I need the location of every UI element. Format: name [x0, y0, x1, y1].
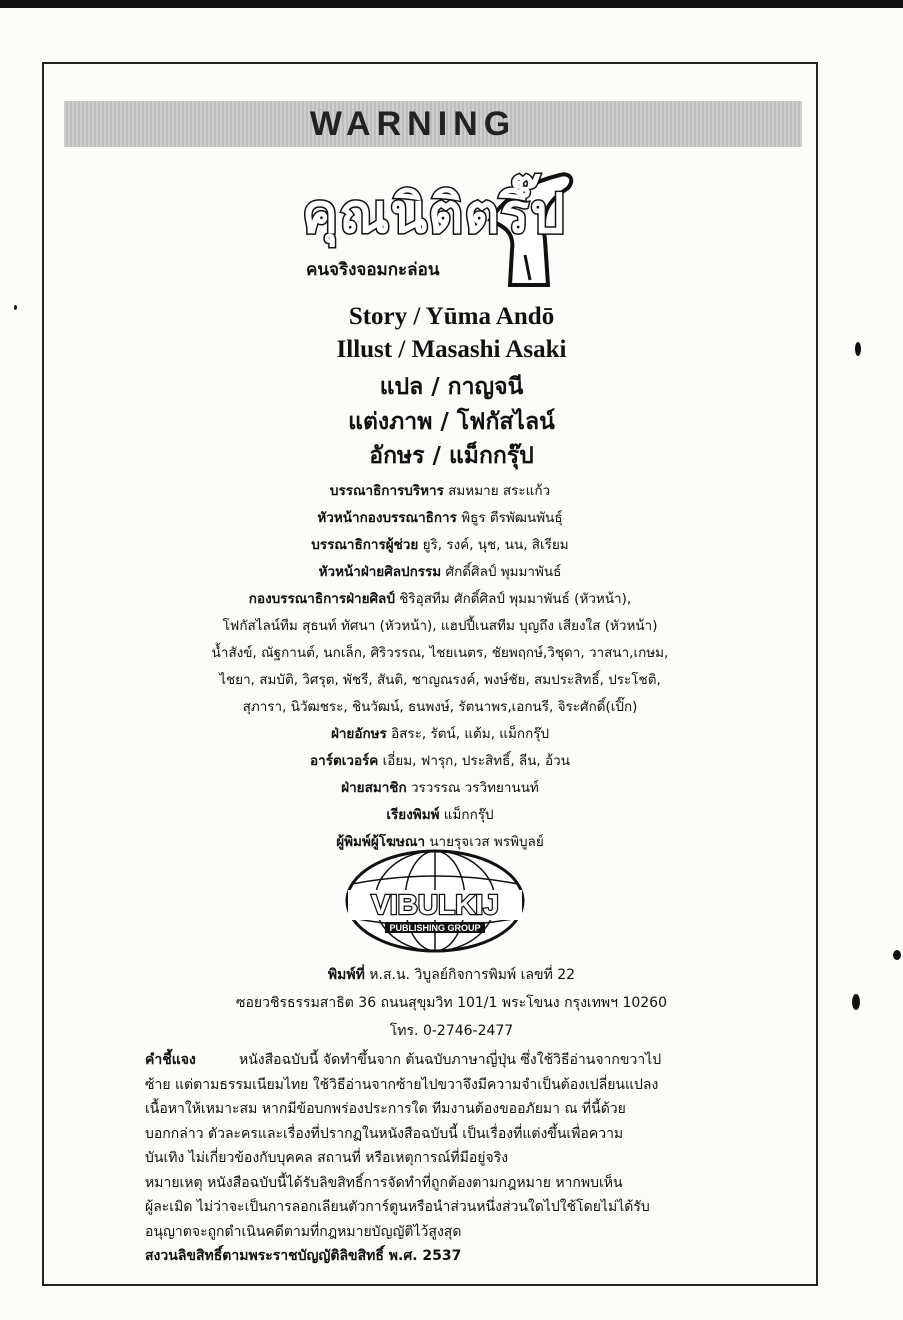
credit-role: Story	[348, 303, 408, 330]
notice-line: บันเทิง ไม่เกี่ยวข้องกับบุคคล สถานที่ หรือเหตุการณ์ที่มีอยู่จริง	[145, 1150, 509, 1166]
staff-line: ฝ่ายสมาชิก วรวรรณ วรวิทยานนท์	[341, 780, 539, 796]
notice-heading: คำชี้แจง	[145, 1052, 196, 1068]
credit-role: แต่งภาพ	[348, 409, 433, 435]
staff-line: บรรณาธิการบริหาร สมหมาย สระแก้ว	[329, 483, 551, 499]
printer-phone: โทร. 0-2746-2477	[389, 1023, 514, 1039]
notice-first-line: คำชี้แจง หนังสือฉบับนี้ จัดทำขึ้นจาก ต้นฉบับภาษาญี่ปุ่น ซึ่งใช้วิธีอ่านจากขวาไป	[145, 1048, 785, 1073]
staff-line: สุภารา, นิวัฒชระ, ชินวัฒน์, ธนพงษ์, รัตนาพร,เอกนรี, จิระศักดิ์(เปิ๊ก)	[242, 699, 638, 715]
credit-story	[0, 303, 903, 331]
vibulkij-logo-tagline: PUBLISHING GROUP	[389, 923, 481, 933]
staff-line: หัวหน้าฝ่ายศิลปกรรม ศักดิ์ศิลป์ พุมมาพันธ์	[318, 564, 562, 580]
credit-name: Yūma Andō	[425, 303, 555, 330]
notice-block	[145, 1048, 785, 1269]
printer-line: พิมพ์ที่ ห.ส.น. วิบูลย์กิจการพิมพ์ เลขที่ 22	[327, 967, 576, 983]
logo-title-text: คุณนิติตรึ๊ป	[302, 182, 566, 245]
title-logo	[300, 160, 580, 290]
logo-subtitle: คนจริงจอมกะล่อน	[306, 260, 440, 280]
credit-role: อักษร	[369, 443, 425, 469]
warning-title: WARNING	[309, 104, 517, 143]
credit-name: Masashi Asaki	[411, 336, 567, 363]
staff-list	[140, 478, 740, 856]
credit-separator: /	[440, 409, 449, 435]
staff-line: เรียงพิมพ์ แม็กกรุ๊ป	[386, 807, 494, 823]
staff-line: ผู้พิมพ์ผู้โฆษณา นายรุจเวส พรพิบูลย์	[336, 834, 544, 850]
credit-lettering	[0, 438, 903, 474]
staff-line: โฟกัสไลน์ทีม สุธนท์ ทัศนา (หัวหน้า), แฮปปี้เนสทีม บุญถึง เสียงใส (หัวหน้า)	[222, 618, 658, 634]
printer-address: ซอยวชิรธรรมสาธิต 36 ถนนสุขุมวิท 101/1 พระโขนง กรุงเทพฯ 10260	[236, 995, 667, 1011]
notice-line: ซ้าย แต่ตามธรรมเนียมไทย ใช้วิธีอ่านจากซ้ายไปขวาจึงมีความจำเป็นต้องเปลี่ยนแปลง	[145, 1076, 659, 1093]
warning-banner	[64, 101, 802, 147]
notice-line: หมายเหตุ หนังสือฉบับนี้ได้รับลิขสิทธิ์การจัดทำที่ถูกต้องตามกฎหมาย หากพบเห็น	[145, 1174, 623, 1191]
staff-line: หัวหน้ากองบรรณาธิการ พิธูร ตีรพัฒนพันธุ์	[317, 510, 563, 526]
notice-line: อนุญาตจะถูกดำเนินคดีตามที่กฎหมายบัญญัติไว้สูงสุด	[145, 1223, 462, 1240]
vibulkij-logo-name: VIBULKIJ	[371, 889, 499, 920]
credit-translate	[0, 369, 903, 405]
credit-separator: /	[431, 374, 440, 400]
credit-name: กาญจนี	[447, 374, 524, 400]
staff-line: ไชยา, สมบัติ, วิศรุต, พัชรี, สันติ, ชาญณรงค์, พงษ์ชัย, สมประสิทธิ์, ประโชติ,	[219, 672, 661, 688]
notice-line: เนื้อหาให้เหมาะสม หากมีข้อบกพร่องประการใด ทีมงานต้องขออภัยมา ณ ที่นี้ด้วย	[145, 1101, 626, 1117]
top-scan-edge	[0, 0, 903, 8]
credit-separator: /	[432, 443, 441, 469]
staff-line: น้ำสังข์, ณัฐกานต์, นกเล็ก, ศิริวรรณ, ไชยเนตร, ชัยพฤกษ์,วิชุดา, วาสนา,เกษม,	[211, 645, 669, 661]
notice-copyright: สงวนลิขสิทธิ์ตามพระราชบัญญัติลิขสิทธิ์ พ.ศ. 2537	[145, 1248, 462, 1264]
vibulkij-logo	[340, 846, 530, 956]
notice-line: บอกกล่าว ตัวละครและเรื่องที่ปรากฏในหนังสือฉบับนี้ เป็นเรื่องที่แต่งขึ้นเพื่อความ	[145, 1125, 624, 1142]
credit-illust	[0, 336, 903, 364]
credit-separator: /	[398, 336, 406, 363]
credit-name: โฟกัสไลน์	[456, 409, 555, 435]
credit-role: แปล	[379, 374, 424, 400]
staff-line: บรรณาธิการผู้ช่วย ยูริ, รงค์, นุช, นน, สิเรียม	[311, 537, 569, 553]
staff-line: ฝ่ายอักษร อิสระ, รัตน์, แต้ม, แม็กกรุ๊ป	[330, 726, 550, 742]
staff-line: กองบรรณาธิการฝ่ายศิลป์ ชิริอุสทีม ศักดิ์ศิลป์ พุมมาพันธ์ (หัวหน้า),	[248, 591, 632, 607]
credit-name: แม็กกรุ๊ป	[448, 443, 534, 469]
credit-separator: /	[413, 303, 421, 330]
staff-line: อาร์ตเวอร์ค เอี่ยม, ฟารุก, ประสิทธิ์, ลีน, อ้วน	[310, 753, 570, 769]
notice-line: ผู้ละเมิด ไม่ว่าจะเป็นการลอกเลียนตัวการ์ตูนหรือนำส่วนหนึ่งส่วนใดไปใช้โดยไม่ได้รับ	[145, 1199, 650, 1215]
credit-retouch	[0, 404, 903, 440]
credit-role: Illust	[336, 336, 393, 363]
